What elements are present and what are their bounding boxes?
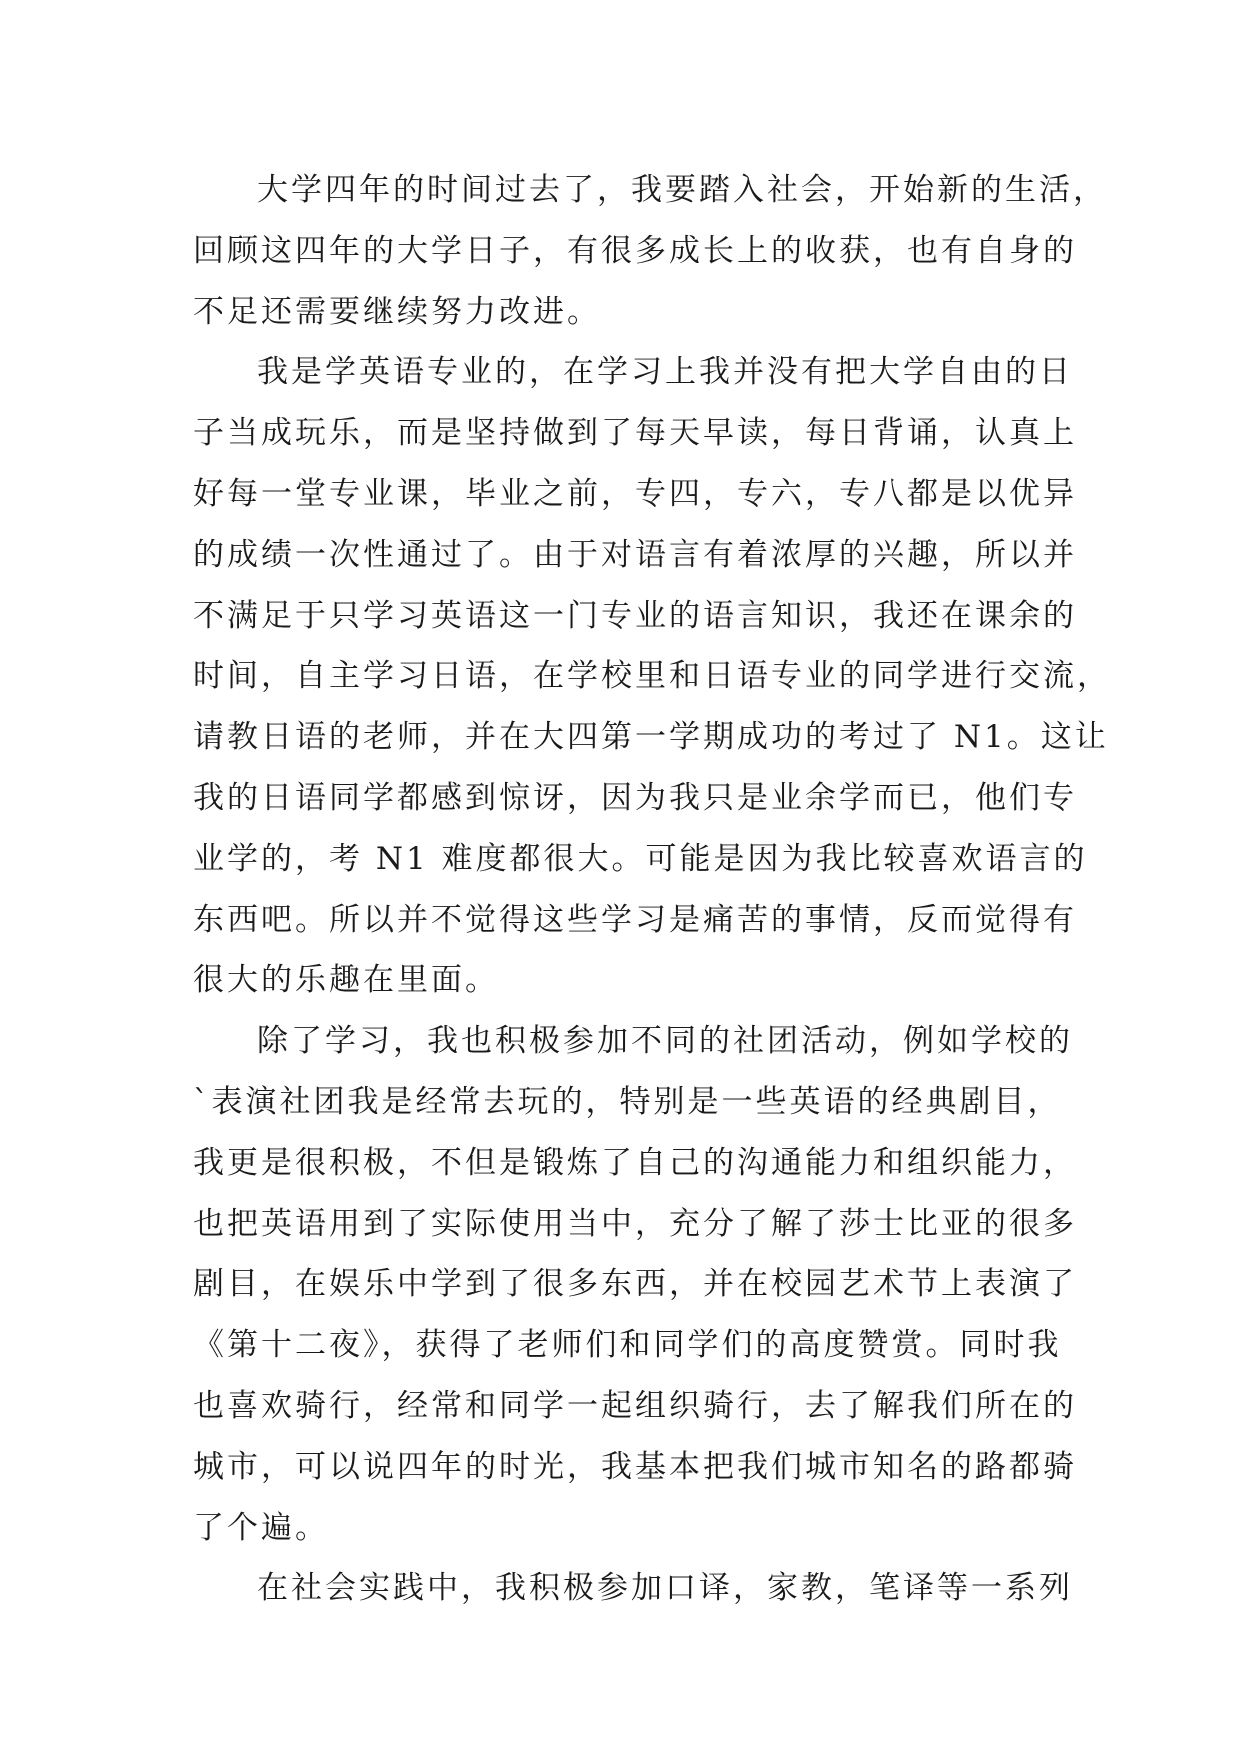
text-line: 大学四年的时间过去了，我要踏入社会，开始新的生活， [257,172,1107,208]
text-line: 也把英语用到了实际使用当中，充分了解了莎士比亚的很多 [193,1205,1077,1242]
text-line: 城市，可以说四年的时光，我基本把我们城市知名的路都骑 [193,1448,1077,1485]
text-line: 我是学英语专业的，在学习上我并没有把大学自由的日 [257,354,1073,391]
text-line: `表演社团我是经常去玩的，特别是一些英语的经典剧目， [193,1083,1062,1120]
text-line: 不满足于只学习英语这一门专业的语言知识，我还在课余的 [193,597,1077,634]
text-line: 的成绩一次性通过了。由于对语言有着浓厚的兴趣，所以并 [193,536,1077,573]
text-line: 也喜欢骑行，经常和同学一起组织骑行，去了解我们所在的 [193,1387,1077,1424]
text-line: 好每一堂专业课，毕业之前，专四，专六，专八都是以优异 [193,475,1077,512]
text-line: 剧目，在娱乐中学到了很多东西，并在校园艺术节上表演了 [193,1266,1077,1303]
text-line: 东西吧。所以并不觉得这些学习是痛苦的事情，反而觉得有 [193,901,1077,938]
text-line: 业学的，考 N1 难度都很大。可能是因为我比较喜欢语言的 [193,840,1088,877]
text-line: 请教日语的老师，并在大四第一学期成功的考过了 N1。这让 [193,719,1109,756]
text-line: 除了学习，我也积极参加不同的社团活动，例如学校的 [257,1023,1073,1060]
text-line: 回顾这四年的大学日子，有很多成长上的收获，也有自身的 [193,232,1077,269]
text-line: 子当成玩乐，而是坚持做到了每天早读，每日背诵，认真上 [193,415,1077,452]
body-text [193,160,1111,1619]
text-line: 我更是很积极，不但是锻炼了自己的沟通能力和组织能力， [193,1144,1077,1181]
text-line: 很大的乐趣在里面。 [193,962,499,999]
paragraph [193,342,1111,1011]
paragraph [193,160,1107,342]
text-line: 《第十二夜》，获得了老师们和同学们的高度赞赏。同时我 [193,1327,1062,1364]
paragraph [193,1558,1073,1619]
text-line: 不足还需要继续努力改进。 [193,293,601,330]
text-line: 在社会实践中，我积极参加口译，家教，笔译等一系列 [257,1570,1073,1607]
paragraph [193,1011,1077,1558]
text-line: 了个遍。 [193,1509,329,1546]
text-line: 我的日语同学都感到惊讶，因为我只是业余学而已，他们专 [193,779,1077,816]
text-line: 时间，自主学习日语，在学校里和日语专业的同学进行交流， [193,658,1111,695]
